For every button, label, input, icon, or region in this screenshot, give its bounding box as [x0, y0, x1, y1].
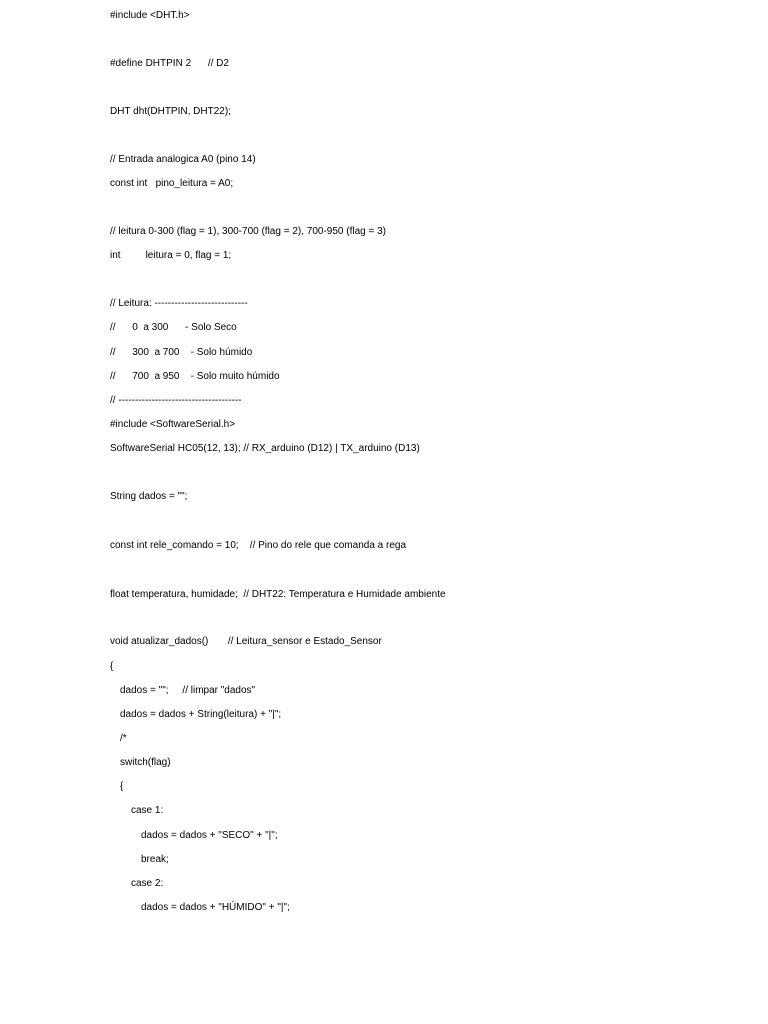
code-line-dados-reset: dados = ""; // limpar "dados" — [120, 685, 256, 696]
code-line-float-temperatura: float temperatura, humidade; // DHT22: Temperatura e Humidade ambiente — [110, 589, 446, 600]
code-line-include-dht: #include <DHT.h> — [110, 10, 190, 21]
code-line-pino-leitura: const int pino_leitura = A0; — [110, 178, 234, 189]
code-line-comment-separator: // ------------------------------------- — [110, 395, 242, 406]
code-line-string-dados: String dados = ""; — [110, 491, 188, 502]
code-line-softwareserial: SoftwareSerial HC05(12, 13); // RX_arduino (D12) | TX_arduino (D13) — [110, 443, 420, 454]
code-line-include-serial: #include <SoftwareSerial.h> — [110, 419, 236, 430]
code-line-dht-object: DHT dht(DHTPIN, DHT22); — [110, 106, 231, 117]
code-line-void-atualizar: void atualizar_dados() // Leitura_sensor e Estado_Sensor — [110, 636, 382, 647]
code-line-comment-flags: // leitura 0-300 (flag = 1), 300-700 (flag = 2), 700-950 (flag = 3) — [110, 226, 386, 237]
code-line-dados-humido: dados = dados + "HÚMIDO" + "|"; — [141, 902, 290, 913]
code-line-break: break; — [141, 854, 169, 865]
code-line-open-brace: { — [110, 661, 114, 672]
code-line-rele-comando: const int rele_comando = 10; // Pino do rele que comanda a rega — [110, 540, 407, 551]
code-line-case-1: case 1: — [131, 805, 164, 816]
code-line-comment-analog: // Entrada analogica A0 (pino 14) — [110, 154, 256, 165]
code-line-define-dhtpin: #define DHTPIN 2 // D2 — [110, 58, 229, 69]
code-line-switch: switch(flag) — [120, 757, 171, 768]
code-line-comment-open: /* — [120, 733, 127, 744]
code-line-int-leitura: int leitura = 0, flag = 1; — [110, 250, 232, 261]
code-line-comment-humido: // 300 a 700 - Solo húmido — [110, 347, 253, 358]
code-line-comment-leitura: // Leitura: ---------------------------- — [110, 298, 248, 309]
code-line-dados-leitura: dados = dados + String(leitura) + "|"; — [120, 709, 282, 720]
code-line-case-2: case 2: — [131, 878, 164, 889]
code-line-comment-muito: // 700 a 950 - Solo muito húmido — [110, 371, 280, 382]
code-line-switch-brace: { — [120, 781, 124, 792]
code-line-comment-seco: // 0 a 300 - Solo Seco — [110, 322, 237, 333]
code-line-dados-seco: dados = dados + "SECO" + "|"; — [141, 830, 278, 841]
